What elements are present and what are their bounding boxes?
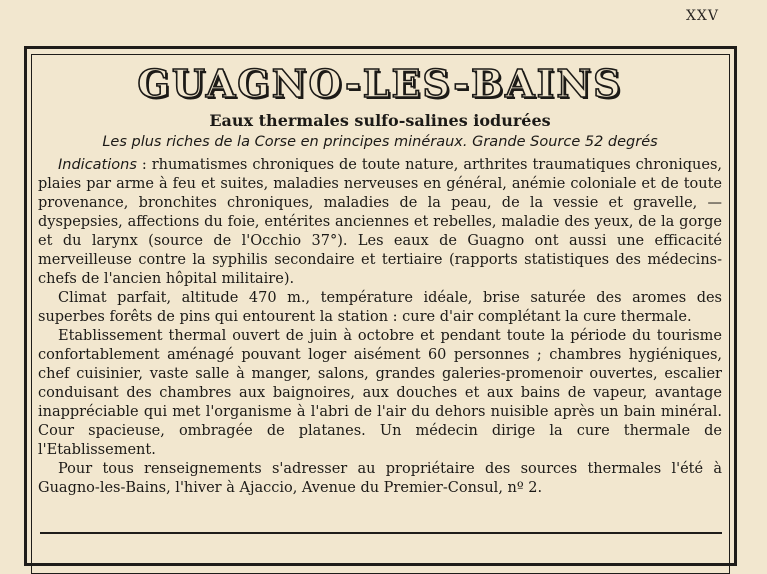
indications-lead: Indications	[58, 157, 137, 173]
bottom-rule	[40, 532, 722, 534]
advert-subtitle: Eaux thermales sulfo-salines iodurées	[209, 111, 551, 130]
paragraph-text: : rhumatismes chroniques de toute nature, arthrites traumatiques chroniques, plaies par arme à feu et suites, maladies nerveuses en général, anémie coloniale et de toute provenance, bronchites chroniques, maladies de la peau, de la vessie et gravelle, — dyspepsies, affections du foie, entérites anciennes et rebelles, maladie des yeux, de la gorge et du larynx (source de l'Occhio 37°). Les eaux de Guagno ont aussi une efficacité merveilleuse contre la syphilis secondaire et tertiaire (rapports statistiques des médecins-chefs de l'ancien hôpital militaire).	[38, 157, 722, 287]
paragraph-text: Pour tous renseignements s'adresser au propriétaire des sources thermales l'été à Guagno-les-Bains, l'hiver à Ajaccio, Avenue du Premier-Consul, nº 2.	[38, 461, 722, 496]
paragraph-contact	[38, 460, 722, 498]
page-number: XXV	[685, 8, 719, 24]
paragraph-establishment	[38, 327, 722, 460]
advert-title: GUAGNO-LES-BAINS	[137, 61, 623, 106]
paragraph-text: Etablissement thermal ouvert de juin à octobre et pendant toute la période du tourisme confortablement aménagé pouvant loger aisément 60 personnes ; chambres hygiéniques, chef cuisinier, vaste salle à manger, salons, grandes galeries-promenoir ouvertes, escalier conduisant des chambres aux baignoires, aux douches et aux bains de vapeur, avantage inappréciable qui met l'organisme à l'abri de l'air du dehors nuisible après un bain minéral. Cour spacieuse, ombragée de platanes. Un médecin dirige la cure thermale de l'Etablissement.	[38, 328, 722, 458]
paragraph-text: Climat parfait, altitude 470 m., température idéale, brise saturée des aromes des superbes forêts de pins qui entourent la station : cure d'air complétant la cure thermale.	[38, 290, 722, 325]
advert-tagline: Les plus riches de la Corse en principes minéraux. Grande Source 52 degrés	[102, 134, 658, 150]
paragraph-indications	[38, 156, 722, 289]
paragraph-climate	[38, 289, 722, 327]
advert-content	[38, 60, 722, 498]
